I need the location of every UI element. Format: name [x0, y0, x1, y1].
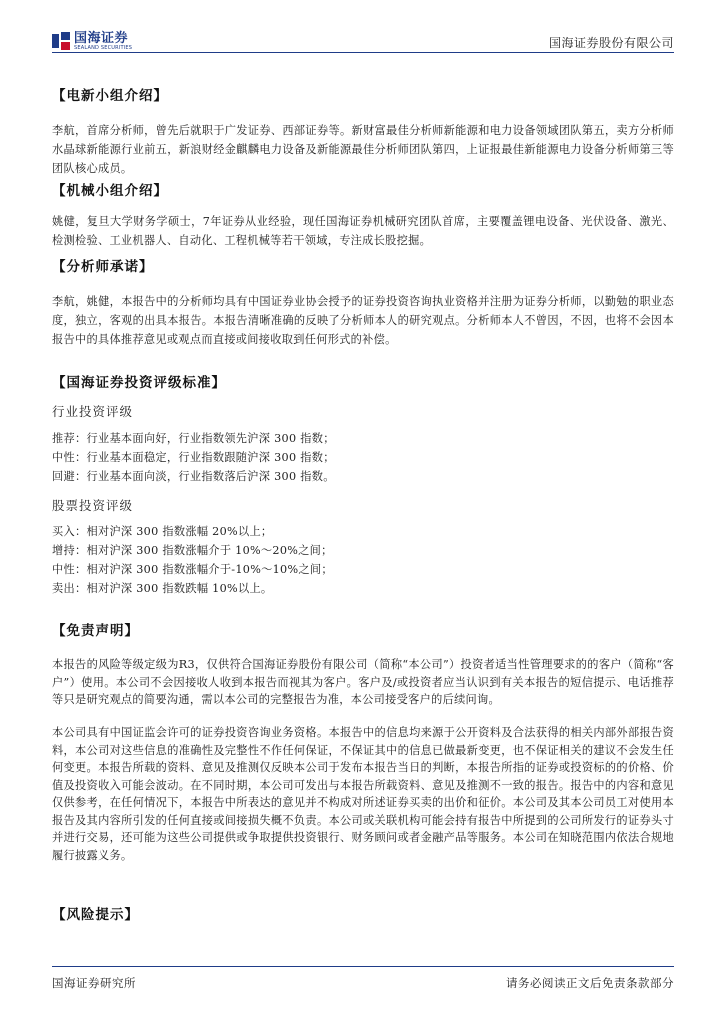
- list-item: 中性：行业基本面稳定，行业指数跟随沪深 300 指数；: [52, 451, 335, 464]
- list-item: 回避：行业基本面向淡，行业指数落后沪深 300 指数。: [52, 470, 335, 483]
- list-item: 增持：相对沪深 300 指数涨幅介于 10%～20%之间；: [52, 544, 333, 557]
- risk-title: 【风险提示】: [52, 907, 139, 923]
- stock-rating-list: [52, 522, 333, 598]
- page-footer: [52, 966, 674, 990]
- list-item: 买入：相对沪深 300 指数涨幅 20%以上；: [52, 525, 273, 538]
- industry-rating-list: [52, 429, 335, 486]
- stock-rating-heading: 股票投资评级: [52, 498, 134, 513]
- commitment-title: 【分析师承诺】: [52, 259, 154, 275]
- logo-name-en: SEALAND SECURITIES: [74, 44, 133, 51]
- disclaimer-body-2: 本公司具有中国证监会许可的证券投资咨询业务资格。本报告中的信息均来源于公开资料及合法获得的相关内部外部报告资料，本公司对这些信息的准确性及完整性不作任何保证，不保证其中的信息已做最新变更，也不保证相关的建议不会发生任何变更。本报告所载的资料、意见及推测仅反映本公司于发布本报告当日的判断，本报告所指的证券或投资标的的价格、价值及投资收入可能会波动。在不同时期，本公司可发出与本报告所载资料、意见及推测不一致的报告。报告中的内容和意见仅供参考，在任何情况下，本报告中所表达的意见并不构成对所述证券买卖的出价和征价。本公司及其本公司员工对使用本报告及其内容所引发的任何直接或间接损失概不负责。本公司或关联机构可能会持有报告中所提到的公司所发行的证券头寸并进行交易，还可能为这些公司提供或争取提供投资银行、财务顾问或者金融产品等服务。本公司在知晓范围内依法合规地履行披露义务。: [52, 726, 674, 862]
- list-item: 推荐：行业基本面向好，行业指数领先沪深 300 指数；: [52, 432, 335, 445]
- logo-icon: [52, 32, 70, 50]
- rating-title: 【国海证券投资评级标准】: [52, 375, 226, 391]
- ev-team-title: 【电新小组介绍】: [52, 88, 168, 104]
- footer-notice: 请务必阅读正文后免责条款部分: [506, 976, 674, 990]
- commitment-body: 李航，姚健，本报告中的分析师均具有中国证券业协会授予的证券投资咨询执业资格并注册为证券分析师，以勤勉的职业态度，独立，客观的出具本报告。本报告清晰准确的反映了分析师本人的研究观点。分析师本人不曾因，不因，也将不会因本报告中的具体推荐意见或观点而直接或间接收取到任何形式的补偿。: [52, 295, 674, 346]
- logo-name-cn: 国海证券: [74, 30, 129, 46]
- mech-team-body: 姚健，复旦大学财务学硕士，7年证券从业经验，现任国海证券机械研究团队首席，主要覆盖锂电设备、光伏设备、激光、检测检验、工业机器人、自动化、工程机械等若干领域，专注成长股挖掘。: [52, 215, 674, 247]
- page-header: [52, 30, 674, 53]
- industry-rating-heading: 行业投资评级: [52, 404, 134, 419]
- disclaimer-title: 【免责声明】: [52, 623, 139, 639]
- header-company-name: 国海证券股份有限公司: [548, 36, 674, 50]
- disclaimer-body-1: 本报告的风险等级定级为R3，仅供符合国海证券股份有限公司（简称“本公司”）投资者适当性管理要求的的客户（简称“客户”）使用。本公司不会因接收人收到本报告而视其为客户。客户及/或投资者应当认识到有关本报告的短信提示、电话推荐等只是研究观点的简要沟通，需以本公司的完整报告为准，本公司接受客户的后续问询。: [52, 658, 674, 706]
- list-item: 卖出：相对沪深 300 指数跌幅 10%以上。: [52, 582, 273, 595]
- footer-institute: 国海证券研究所: [52, 976, 136, 990]
- list-item: 中性：相对沪深 300 指数涨幅介于-10%～10%之间；: [52, 563, 333, 576]
- company-logo: [52, 31, 132, 51]
- mech-team-title: 【机械小组介绍】: [52, 183, 168, 199]
- ev-team-body: 李航，首席分析师，曾先后就职于广发证券、西部证券等。新财富最佳分析师新能源和电力设备领域团队第五，卖方分析师水晶球新能源行业前五，新浪财经金麒麟电力设备及新能源最佳分析师团队第四，上证报最佳新能源电力设备分析师第三等团队核心成员。: [52, 124, 674, 175]
